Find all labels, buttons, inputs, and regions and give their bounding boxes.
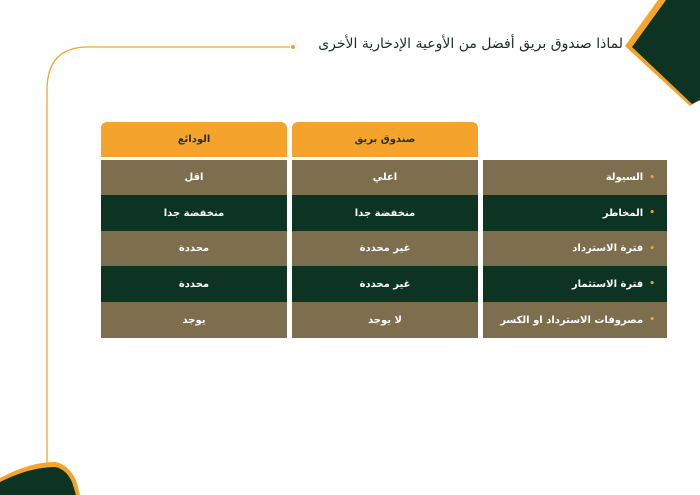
row-4-fund: لا يوجد — [292, 302, 478, 338]
row-4-deposits: يوجد — [101, 302, 287, 338]
row-3-label: • فترة الاستثمار — [483, 266, 667, 302]
row-2-label: • فترة الاسترداد — [483, 231, 667, 266]
row-3-deposits: محددة — [101, 266, 287, 302]
row-3-fund: غير محددة — [292, 266, 478, 302]
row-0-fund: اعلي — [292, 160, 478, 195]
row-0-label: • السيولة — [483, 160, 667, 195]
title-dot — [291, 45, 295, 49]
row-2-fund: غير محددة — [292, 231, 478, 266]
row-2-deposits: محددة — [101, 231, 287, 266]
row-1-label: • المخاطر — [483, 195, 667, 231]
row-4-label: • مصروفات الاسترداد او الكسر — [483, 302, 667, 338]
corner-orange-band — [625, 0, 700, 106]
comparison-table — [101, 122, 667, 338]
corner-green-shape — [632, 0, 700, 104]
page-title: لماذا صندوق بريق أفضل من الأوعية الإدخارية الأخرى — [318, 36, 623, 52]
corner-orange-band-bottom — [0, 462, 80, 495]
corner-green-shape-bottom — [0, 467, 76, 495]
row-1-deposits: منخفضة جدا — [101, 195, 287, 231]
header-fund: صندوق بريق — [292, 122, 478, 157]
header-deposits: الودائع — [101, 122, 287, 157]
row-1-fund: منخفضة جدا — [292, 195, 478, 231]
row-0-deposits: اقل — [101, 160, 287, 195]
